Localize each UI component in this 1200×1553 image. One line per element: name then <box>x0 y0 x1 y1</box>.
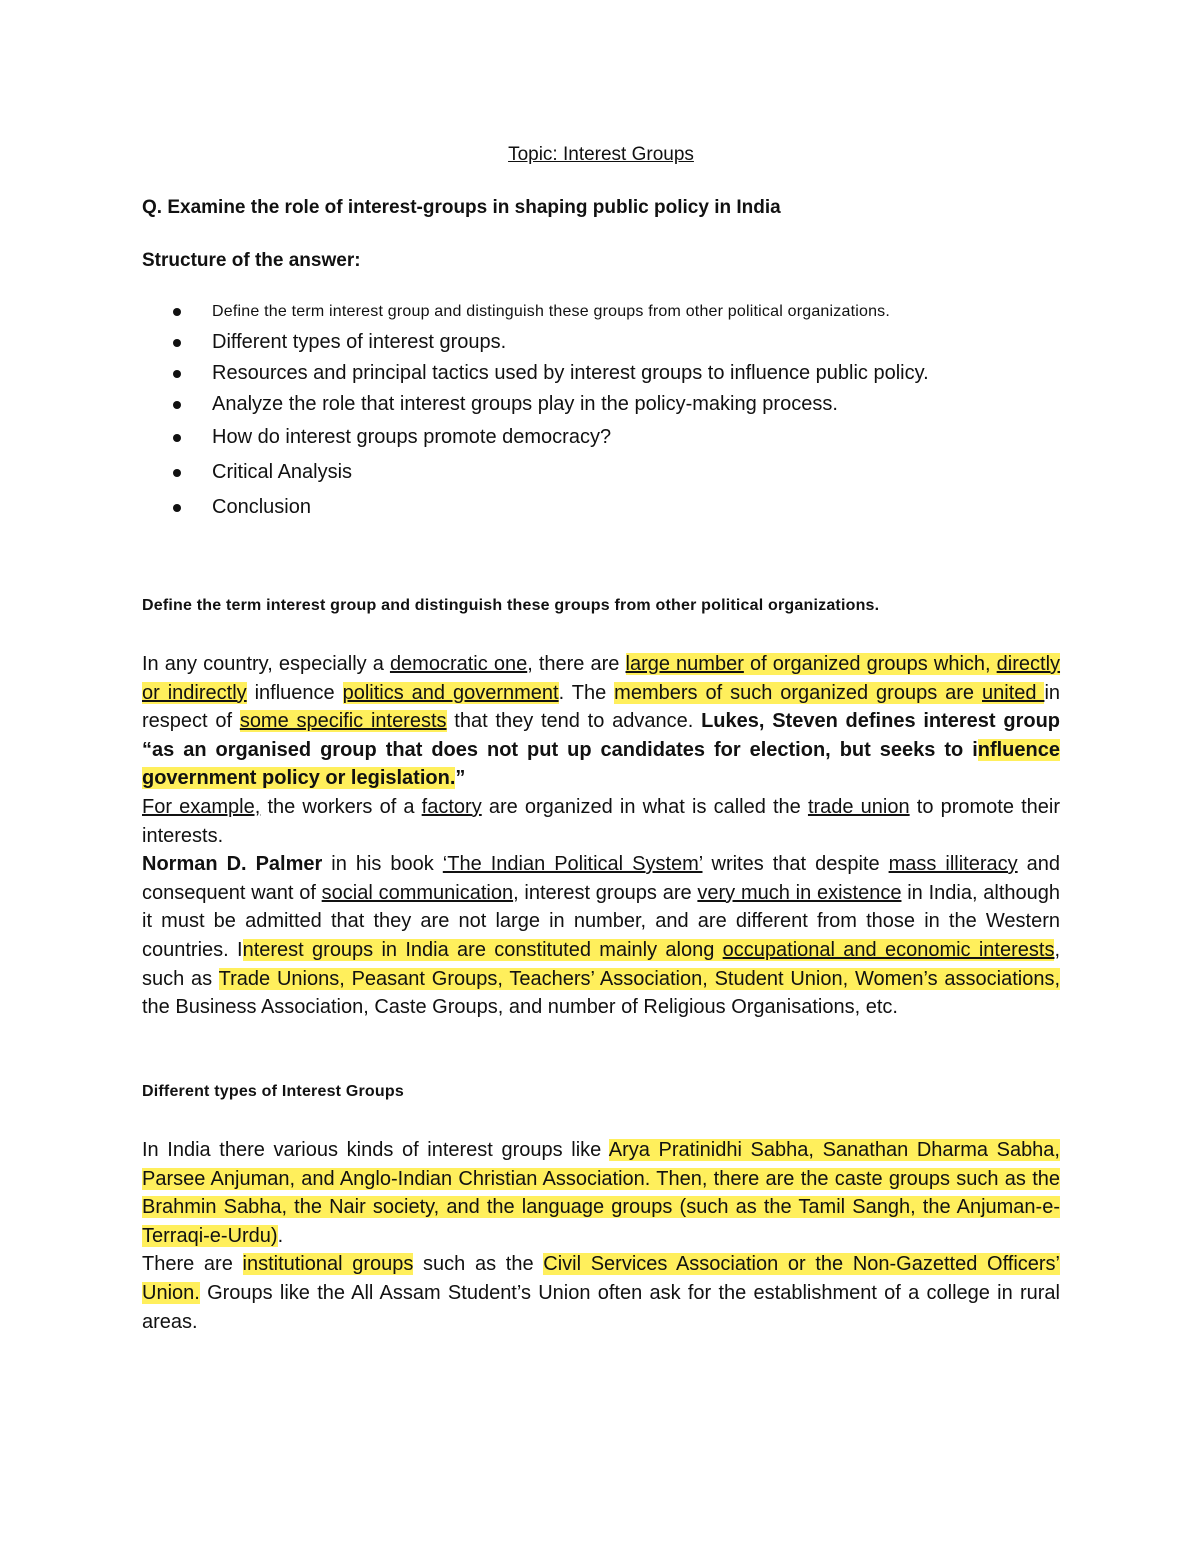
paragraph: In any country, especially a democratic one, there are large number of organized groups which, directly or indirectly influence politics and government. The members of such organized groups are united in respect of some specific interests that they tend to advance. Lukes, Steven defines interest group “as an organised group that does not put up candidates for election, but seeks to influence government policy or legislation.” <box>142 653 1061 790</box>
section-heading-definition: Define the term interest group and distinguish these groups from other political organizations. <box>142 597 880 614</box>
structure-heading: Structure of the answer: <box>142 250 361 271</box>
paragraph: Norman D. Palmer in his book ‘The Indian Political System’ writes that despite mass illiteracy and consequent want of social communication, interest groups are very much in existence in India, although it must be admitted that they are not large in number, and are different from those in the Western countries. Interest groups in India are constituted mainly along occupational and economic interests, such as Trade Unions, Peasant Groups, Teachers’ Association, Student Union, Women’s associations, the Business Association, Caste Groups, and number of Religious Organisations, etc. <box>142 853 1061 1019</box>
paragraph: For example, the workers of a factory are organized in what is called the trade union to promote their interests. <box>142 795 1061 847</box>
list-item: Different types of interest groups. <box>142 327 1060 358</box>
question-heading: Q. Examine the role of interest-groups in shaping public policy in India <box>142 197 781 218</box>
list-item: Conclusion <box>142 490 1060 525</box>
paragraph: There are institutional groups such as the Civil Services Association or the Non-Gazetted Officers’ Union. Groups like the All Assam Student’s Union often ask for the establishment of a college in rural areas. <box>142 1253 1060 1333</box>
paragraph: In India there various kinds of interest groups like Arya Pratinidhi Sabha, Sanathan Dharma Sabha, Parsee Anjuman, and Anglo-Indian Christian Association. Then, there are the caste groups such as the Brahmin Sabha, the Nair society, and the language groups (such as the Tamil Sangh, the Anjuman-e-Terraqi-e-Urdu). <box>142 1139 1060 1247</box>
list-item: Resources and principal tactics used by interest groups to influence public policy. <box>142 358 1060 389</box>
bullet-icon <box>173 308 181 316</box>
list-item: How do interest groups promote democracy? <box>142 420 1060 455</box>
section-body-types <box>142 1136 1060 1336</box>
section-heading-types: Different types of Interest Groups <box>142 1083 404 1100</box>
bullet-icon <box>173 370 181 378</box>
list-item: Critical Analysis <box>142 455 1060 490</box>
page-title: Topic: Interest Groups <box>508 144 694 165</box>
bullet-icon <box>173 469 181 477</box>
bullet-icon <box>173 401 181 409</box>
list-item: Analyze the role that interest groups play in the policy-making process. <box>142 389 1060 420</box>
list-item: Define the term interest group and distinguish these groups from other political organizations. <box>142 296 1060 327</box>
answer-outline-list <box>142 296 1060 525</box>
bullet-icon <box>173 339 181 347</box>
bullet-icon <box>173 434 181 442</box>
bullet-icon <box>173 504 181 512</box>
section-body-definition <box>142 650 1060 1022</box>
